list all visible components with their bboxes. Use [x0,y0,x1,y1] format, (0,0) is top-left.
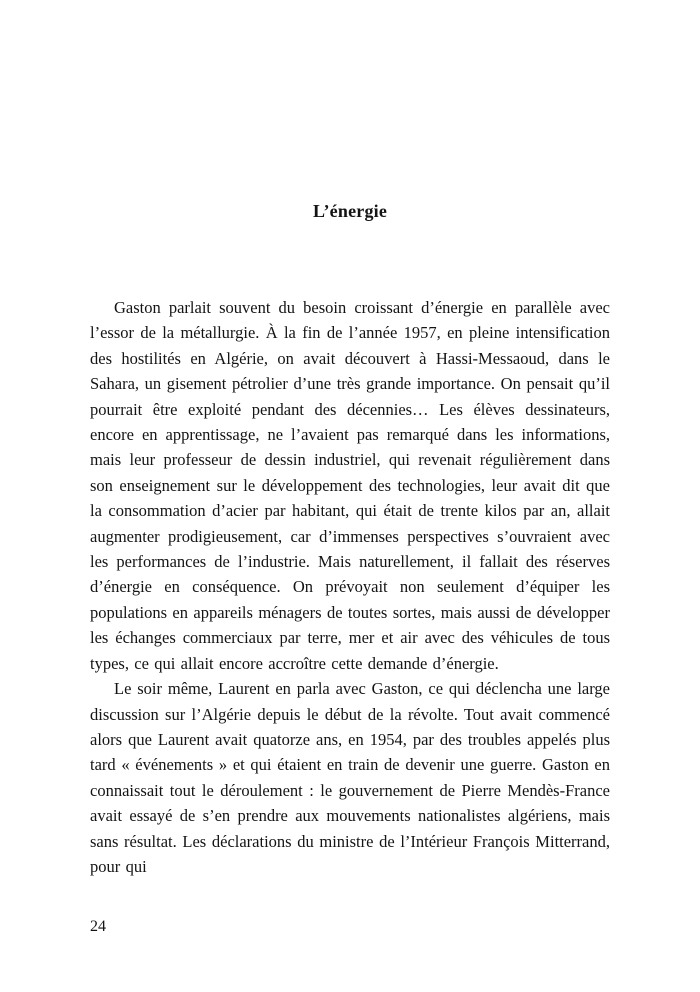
paragraph: Le soir même, Laurent en parla avec Gaston, ce qui déclencha une large discussion sur l’Algérie depuis le début de la révolte. Tout avait commencé alors que Laurent avait quatorze ans, en 1954, par des troubles appelés plus tard « événements » et qui étaient en train de devenir une guerre. Gaston en connaissait tout le déroulement : le gouvernement de Pierre Mendès-France avait essayé de s’en prendre aux mouvements nationalistes algériens, mais sans résultat. Les déclarations du ministre de l’Intérieur François Mitterrand, pour qui [90,679,610,876]
chapter-title: L’énergie [312,201,388,221]
page-number: 24 [90,918,106,935]
paragraph: Gaston parlait souvent du besoin croissant d’énergie en parallèle avec l’essor de la métallurgie. À la fin de l’année 1957, en pleine intensification des hostilités en Algérie, on avait découvert à Hassi-Messaoud, dans le Sahara, un gisement pétrolier d’une très grande importance. On pensait qu’il pourrait être exploité pendant des décennies… Les élèves dessinateurs, encore en apprentissage, ne l’avaient pas remarqué dans les informations, mais leur professeur de dessin industriel, qui revenait régulièrement dans son enseignement sur le développement des technologies, leur avait dit que la consommation d’acier par habitant, qui était de trente kilos par an, allait augmenter prodigieusement, car d’immenses perspectives s’ouvraient avec les performances de l’industrie. Mais naturellement, il fallait des réserves d’énergie en conséquence. On prévoyait non seulement d’équiper les populations en appareils ménagers de toutes sortes, mais aussi de développer les échanges commerciaux par terre, mer et air avec des véhicules de tous types, ce qui allait encore accroître cette demande d’énergie. [90,298,610,673]
body-text [90,295,610,879]
